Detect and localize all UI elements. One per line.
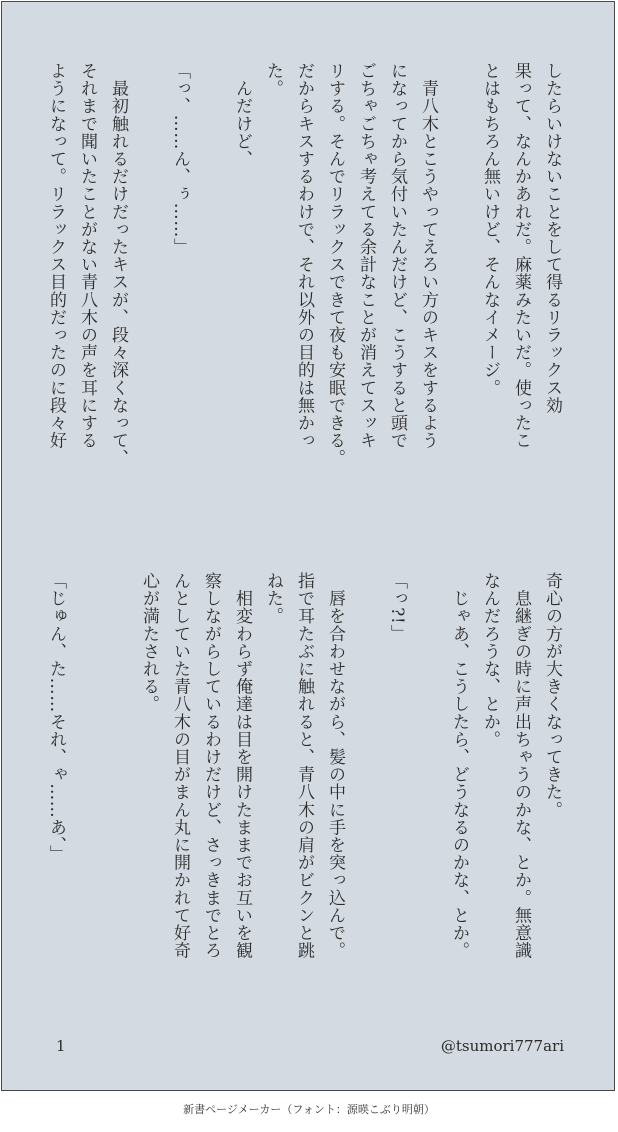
text-column: ねた。 — [263, 572, 283, 625]
text-column: 青八木とこうやってえろい方のキスをするよう — [418, 62, 438, 450]
page-number: 1 — [56, 1037, 66, 1055]
text-column: とはもちろん無いけど、そんなイメージ。 — [480, 62, 500, 397]
text-column: 心が満たされる。 — [139, 572, 159, 713]
text-column: になってから気付いたんだけど、こうすると頭で — [387, 62, 407, 450]
text-column: だからキスするわけで、それ以外の目的は無かっ — [294, 62, 314, 450]
text-column: 察しながらしているわけだけど、さっきまでとろ — [201, 572, 221, 960]
text-column: た。 — [263, 62, 283, 98]
text-column: ごちゃごちゃ考えてる余計なことが消えてスッキ — [356, 62, 376, 450]
text-column: 相変わらず俺達は目を開けたままでお互いを観 — [232, 572, 252, 960]
text-column: 果って、なんかあれだ。麻薬みたいだ。使ったこ — [511, 62, 531, 450]
dialogue-column: 「じゅん、た……それ、ゃ……あ、」 — [46, 572, 66, 863]
text-column: んとしていた青八木の目がまん丸に開かれて好奇 — [170, 572, 190, 960]
footer-credit: 新書ページメーカー（フォント：源暎こぶり明朝） — [183, 1103, 435, 1116]
author-handle: @tsumori777ari — [440, 1037, 564, 1055]
text-column: 最初触れるだけだったキスが、段々深くなって、 — [108, 62, 128, 467]
text-column: ようになって。リラックス目的だったのに段々好 — [46, 62, 66, 450]
text-column: んだけど、 — [232, 62, 252, 168]
text-column: 指で耳たぶに触れると、青八木の肩がビクンと跳 — [294, 572, 314, 960]
dialogue-column: 「っ?!」 — [387, 572, 407, 642]
dialogue-column: 「っ、……ん、ぅ……」 — [170, 62, 190, 256]
text-column: じゃあ、こうしたら、どうなるのかな、とか。 — [449, 572, 469, 960]
text-column: それまで聞いたことがない青八木の声を耳にする — [77, 62, 97, 450]
text-column: なんだろうな、とか。 — [480, 572, 500, 748]
text-column: リする。そんでリラックスできて夜も安眠できる。 — [325, 62, 345, 467]
text-column: 奇心の方が大きくなってきた。 — [542, 572, 562, 819]
text-column: したらいけないことをして得るリラックス効 — [542, 62, 562, 414]
text-column: 息継ぎの時に声出ちゃうのかな、とか。無意識 — [511, 572, 531, 960]
text-column: 唇を合わせながら、髪の中に手を突っ込んで。 — [325, 572, 345, 960]
book-page — [1, 1, 615, 1091]
